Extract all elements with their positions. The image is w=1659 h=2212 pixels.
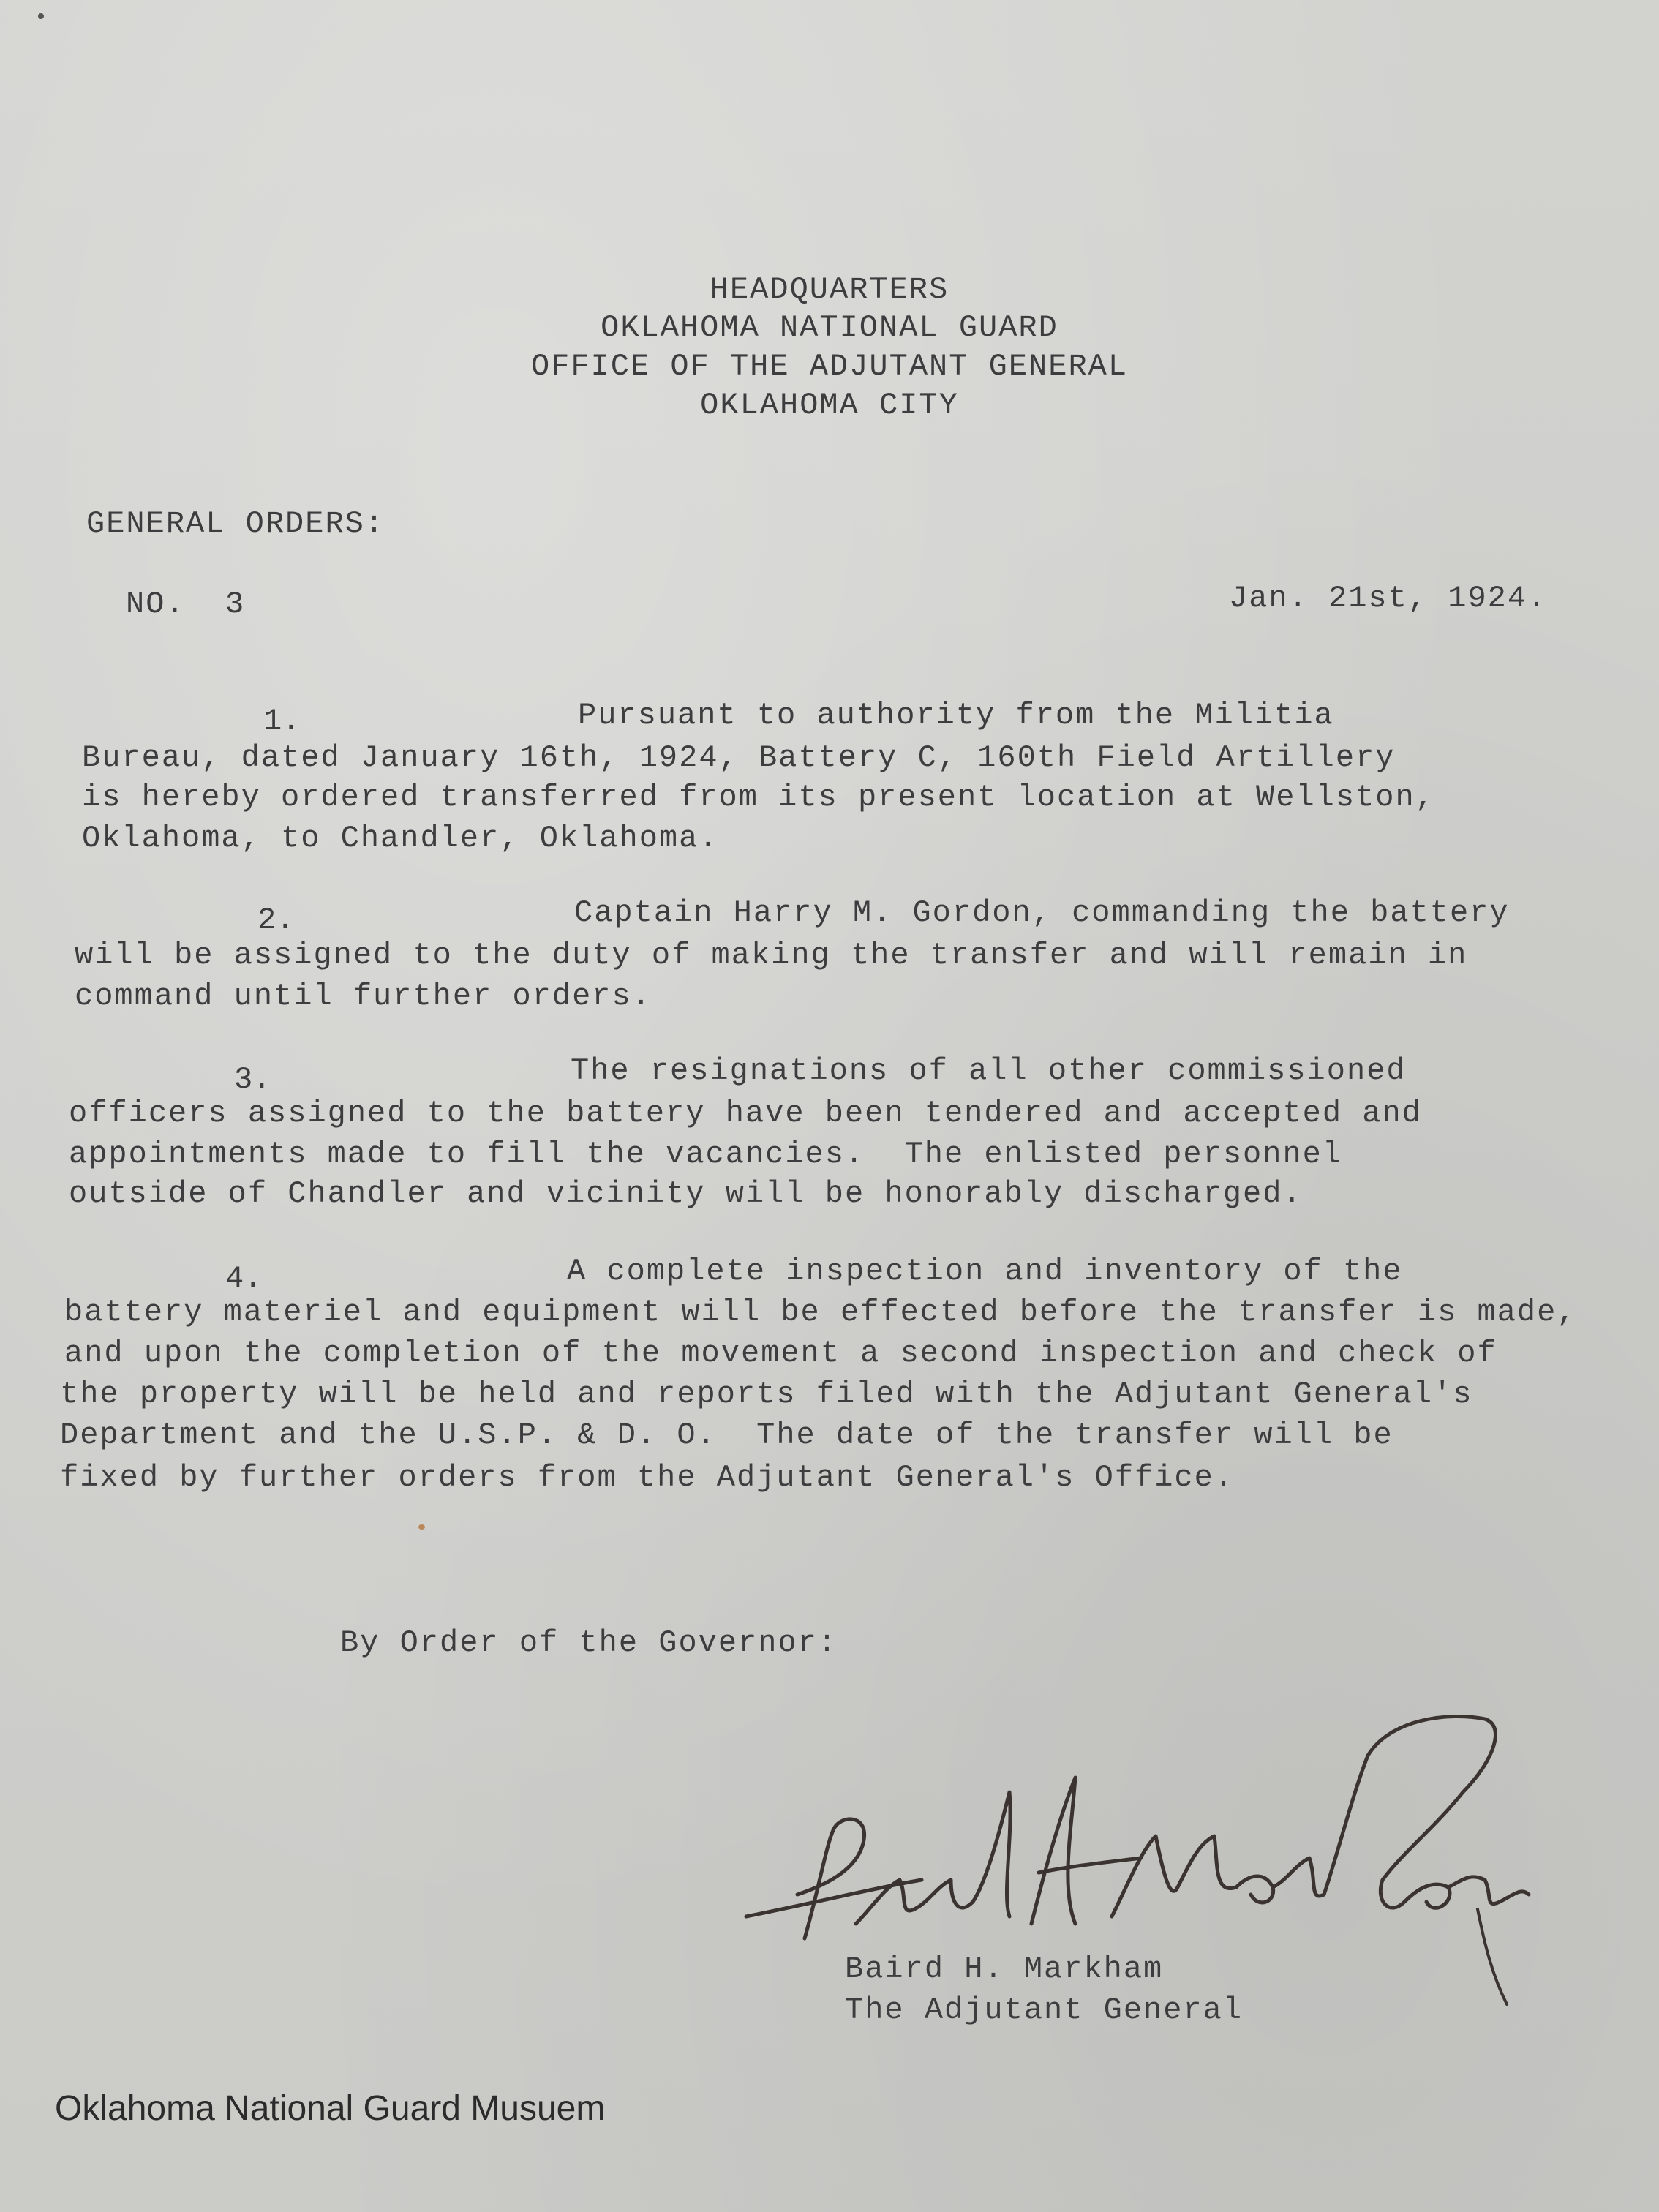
paragraph-3-line-1: The resignations of all other commissioned xyxy=(571,1053,1407,1088)
paragraph-3-line-4: outside of Chandler and vicinity will be honorably discharged. xyxy=(69,1176,1303,1211)
paragraph-4-number: 4. xyxy=(225,1261,263,1296)
paragraph-4-line-5: Department and the U.S.P. & D. O. The date of the transfer will be xyxy=(60,1418,1393,1453)
signatory-title: The Adjutant General xyxy=(845,1993,1244,2028)
header-city: OKLAHOMA CITY xyxy=(700,388,959,423)
paragraph-4-line-6: fixed by further orders from the Adjutant General's Office. xyxy=(60,1460,1235,1495)
museum-watermark: Oklahoma National Guard Musuem xyxy=(55,2089,606,2128)
paper-speck xyxy=(38,13,44,19)
signatory-name: Baird H. Markham xyxy=(845,1952,1164,1987)
header-organization: OKLAHOMA NATIONAL GUARD xyxy=(601,310,1058,345)
paragraph-2-line-3: command until further orders. xyxy=(75,979,652,1014)
paragraph-1-number: 1. xyxy=(263,704,301,739)
paragraph-4-line-2: battery materiel and equipment will be effected before the transfer is made, xyxy=(64,1295,1577,1330)
paragraph-2-line-1: Captain Harry M. Gordon, commanding the battery xyxy=(574,895,1510,930)
paragraph-2-line-2: will be assigned to the duty of making the transfer and will remain in xyxy=(75,938,1468,973)
general-orders-label: GENERAL ORDERS: xyxy=(86,506,385,541)
paragraph-3-line-2: officers assigned to the battery have been tendered and accepted and xyxy=(69,1096,1422,1131)
paragraph-4-line-3: and upon the completion of the movement a second inspection and check of xyxy=(64,1336,1497,1371)
by-order-line: By Order of the Governor: xyxy=(340,1625,838,1660)
paper-speck xyxy=(418,1524,425,1530)
paragraph-1-line-2: Bureau, dated January 16th, 1924, Battery C, 160th Field Artillery xyxy=(82,740,1396,775)
header-office: OFFICE OF THE ADJUTANT GENERAL xyxy=(530,349,1129,384)
paragraph-2-number: 2. xyxy=(257,903,295,938)
paragraph-3-line-3: appointments made to fill the vacancies. The enlisted personnel xyxy=(69,1137,1343,1172)
header-headquarters: HEADQUARTERS xyxy=(710,272,949,307)
paragraph-4-line-1: A complete inspection and inventory of the xyxy=(567,1254,1403,1289)
paragraph-1-line-1: Pursuant to authority from the Militia xyxy=(578,698,1334,733)
order-number: NO. 3 xyxy=(126,587,246,622)
paragraph-4-line-4: the property will be held and reports filed with the Adjutant General's xyxy=(60,1377,1473,1412)
order-date: Jan. 21st, 1924. xyxy=(1229,581,1548,616)
paragraph-1-line-3: is hereby ordered transferred from its present location at Wellston, xyxy=(82,780,1435,815)
paragraph-3-number: 3. xyxy=(234,1062,271,1097)
paragraph-1-line-4: Oklahoma, to Chandler, Oklahoma. xyxy=(82,821,719,856)
